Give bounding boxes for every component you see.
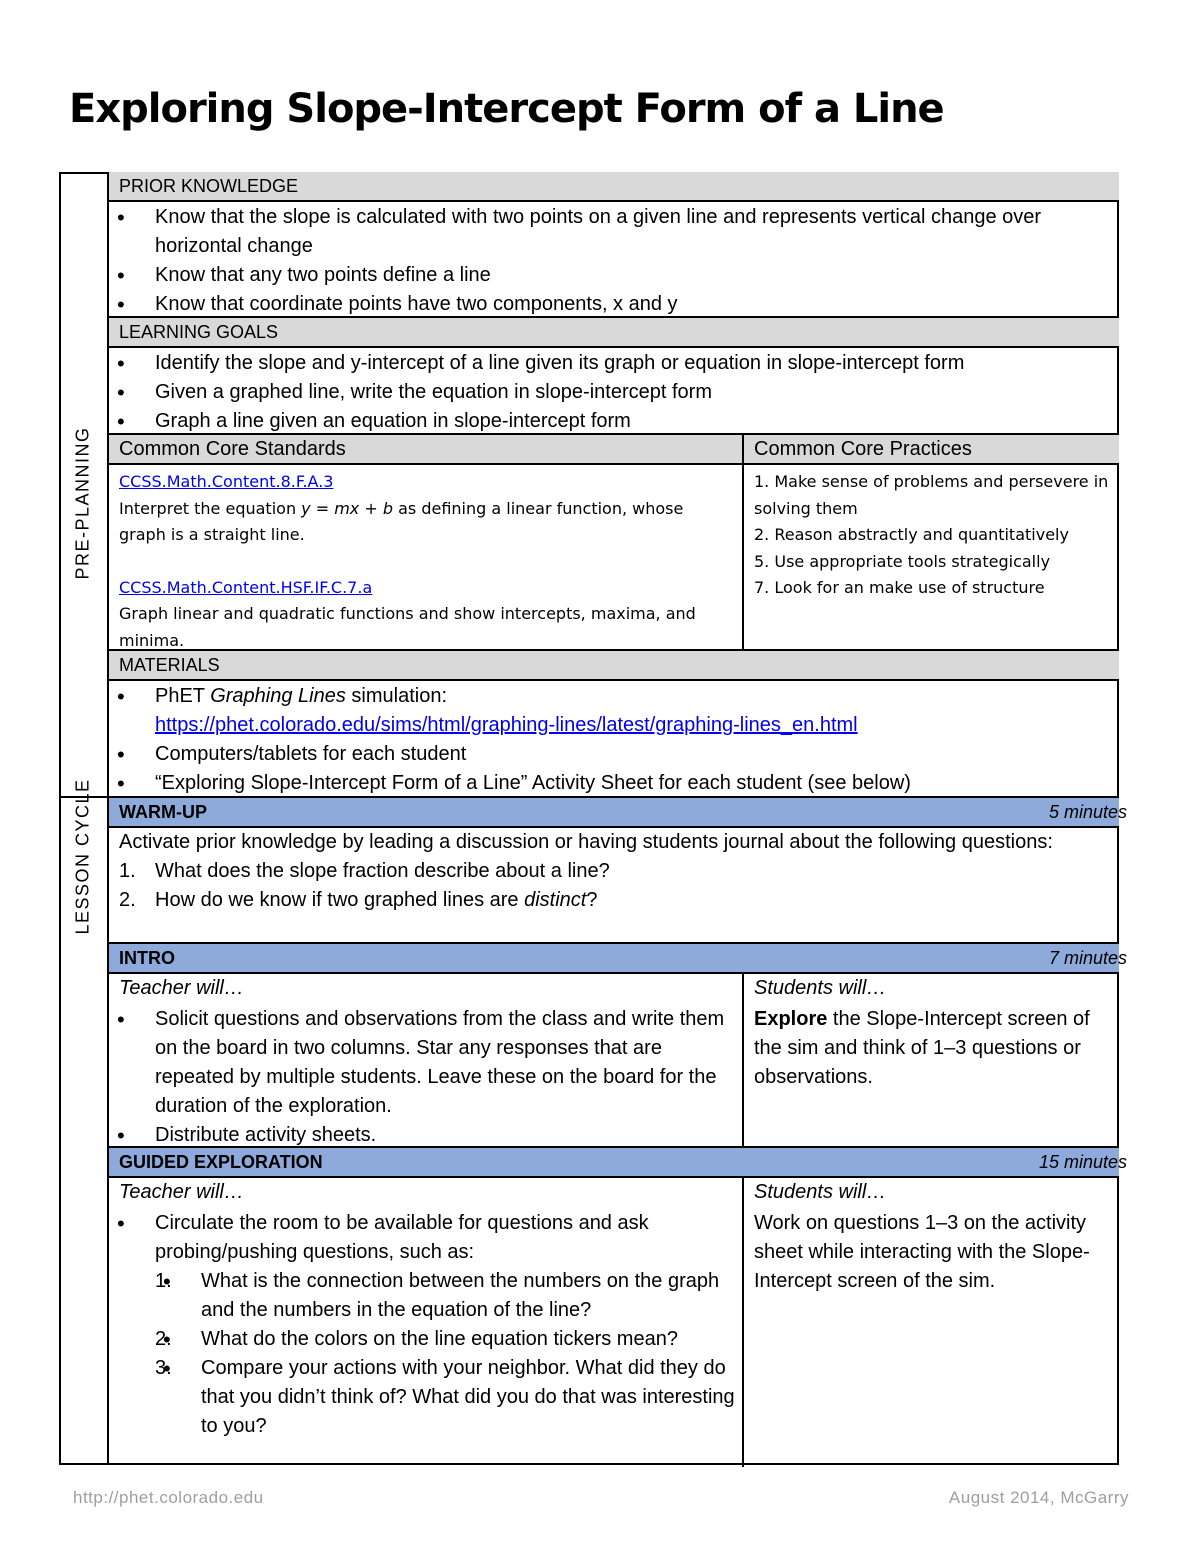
- standard-1-text-end: as defining a linear function, whose graph is a straight line.: [119, 498, 684, 544]
- practices-cell: [744, 435, 1119, 649]
- guided-title: GUIDED EXPLORATION: [119, 1152, 323, 1172]
- list-item: • Identify the slope and y-intercept of a line given its graph or equation in slope-intercept form: [109, 349, 1119, 378]
- intro-minutes: 7 minutes: [1048, 948, 1127, 968]
- guided-students-cell: [744, 1178, 1119, 1467]
- list-item: • “Exploring Slope-Intercept Form of a Line” Activity Sheet for each student (see below): [109, 769, 1119, 798]
- page-title: Exploring Slope-Intercept Form of a Line: [69, 86, 944, 132]
- probing-question-3: Compare your actions with your neighbor. What did they do that you didn’t think of? What did you do that was interesting to you?: [201, 1357, 735, 1437]
- students-will-label: Students will…: [754, 1181, 887, 1203]
- list-item: 2. How do we know if two graphed lines are distinct?: [119, 889, 598, 911]
- sim-prefix: PhET: [155, 685, 211, 707]
- warmup-minutes: 5 minutes: [1048, 802, 1127, 822]
- warmup-question-2-emphasis: distinct: [524, 889, 587, 911]
- footer-date-author: August 2014, McGarry: [948, 1488, 1129, 1507]
- list-item: 1. What does the slope fraction describe about a line?: [119, 860, 610, 882]
- warmup-body: [109, 828, 1119, 944]
- standard-1-text: Interpret the equation: [119, 498, 302, 518]
- guided-teacher-cell: [109, 1178, 744, 1467]
- list-item: • Graph a line given an equation in slope-intercept form: [109, 407, 1119, 436]
- warmup-question-1: What does the slope fraction describe about a line?: [155, 860, 610, 882]
- warmup-title: WARM-UP: [119, 802, 207, 822]
- list-item: • Computers/tablets for each student: [109, 740, 1119, 769]
- guided-body: [109, 1178, 1119, 1467]
- list-item: • 1. What is the connection between the numbers on the graph and the numbers in the equation of the line?: [155, 1267, 742, 1325]
- intro-header: [109, 944, 1127, 974]
- intro-teacher-cell: [109, 974, 744, 1146]
- standards-practices-row: [109, 435, 1119, 651]
- lesson-cycle-side-cell: [59, 778, 109, 1465]
- prior-knowledge-body: [109, 202, 1119, 318]
- practices-header: Common Core Practices: [744, 435, 1119, 465]
- sim-suffix: simulation:: [345, 685, 448, 707]
- practices-list: [744, 465, 1119, 606]
- explore-bold: Explore: [754, 1008, 828, 1030]
- learning-goals-body: [109, 348, 1119, 435]
- standards-header: Common Core Standards: [109, 435, 742, 465]
- footer-url[interactable]: http://phet.colorado.edu: [73, 1488, 264, 1507]
- intro-students-cell: [744, 974, 1119, 1146]
- list-item: 1. Make sense of problems and persevere in solving them: [754, 472, 1109, 518]
- guided-minutes: 15 minutes: [1038, 1152, 1127, 1172]
- list-item: 5. Use appropriate tools strategically: [754, 551, 1051, 571]
- list-item: [109, 682, 1119, 740]
- materials-header: MATERIALS: [109, 651, 1119, 681]
- probing-question-2: What do the colors on the line equation tickers mean?: [201, 1328, 678, 1350]
- list-item: • Know that the slope is calculated with two points on a given line and represents vertical change over horizontal change: [109, 203, 1119, 261]
- list-item: • Given a graphed line, write the equation in slope-intercept form: [109, 378, 1119, 407]
- pre-planning-side-cell: [59, 172, 109, 796]
- probing-question-1: What is the connection between the numbers on the graph and the numbers in the equation of the line?: [201, 1270, 720, 1321]
- standard-2-text: Graph linear and quadratic functions and show intercepts, maxima, and minima.: [119, 604, 696, 650]
- list-item: • 3. Compare your actions with your neighbor. What did they do that you didn’t think of? What did you do that was interesting to you?: [155, 1354, 742, 1441]
- standard-link-2[interactable]: CCSS.Math.Content.HSF.IF.C.7.a: [119, 577, 373, 597]
- list-item: • 2. What do the colors on the line equation tickers mean?: [155, 1325, 742, 1354]
- materials-body: [109, 681, 1119, 798]
- prior-knowledge-header: PRIOR KNOWLEDGE: [109, 172, 1119, 202]
- list-item: [109, 1209, 742, 1441]
- standards-text: [109, 465, 742, 658]
- guided-teacher-text: Circulate the room to be available for questions and ask probing/pushing questions, such as:: [155, 1212, 649, 1263]
- table-main-column: [109, 172, 1127, 1467]
- intro-students-text: [744, 1005, 1119, 1094]
- teacher-will-label: Teacher will…: [119, 977, 244, 999]
- students-will-label: Students will…: [754, 977, 887, 999]
- list-item: 2. Reason abstractly and quantitatively: [754, 525, 1069, 544]
- standard-1-equation: y = mx + b: [301, 498, 394, 518]
- warmup-header: [109, 798, 1127, 828]
- pre-planning-label: PRE-PLANNING: [72, 426, 93, 580]
- warmup-question-2: How do we know if two graphed lines are: [155, 889, 525, 911]
- sim-url-link[interactable]: https://phet.colorado.edu/sims/html/graphing-lines/latest/graphing-lines_en.html: [155, 714, 858, 736]
- list-item: • Know that any two points define a line: [109, 261, 1119, 290]
- list-item: • Distribute activity sheets.: [109, 1121, 742, 1150]
- intro-students-desc: the Slope-Intercept screen of the sim and think of 1–3 questions or observations.: [754, 1008, 1090, 1088]
- sim-name: Graphing Lines: [210, 685, 346, 707]
- learning-goals-header: LEARNING GOALS: [109, 318, 1119, 348]
- list-item: • Solicit questions and observations from the class and write them on the board in two columns. Star any responses that are repeated by multiple students. Leave these on the board for the duration of the exploration.: [109, 1005, 742, 1121]
- guided-students-text: Work on questions 1–3 on the activity sheet while interacting with the Slope-Intercept screen of the sim.: [754, 1212, 1090, 1292]
- warmup-intro: Activate prior knowledge by leading a discussion or having students journal about the following questions:: [119, 831, 1053, 853]
- teacher-will-label: Teacher will…: [119, 1181, 244, 1203]
- intro-title: INTRO: [119, 948, 175, 968]
- lesson-cycle-label: LESSON CYCLE: [72, 778, 93, 935]
- warmup-question-2-end: ?: [586, 889, 598, 911]
- list-item: • Know that coordinate points have two components, x and y: [109, 290, 1119, 319]
- intro-body: [109, 974, 1119, 1148]
- standard-link-1[interactable]: CCSS.Math.Content.8.F.A.3: [119, 472, 334, 491]
- guided-header: [109, 1148, 1127, 1178]
- standards-cell: [109, 435, 744, 649]
- list-item: 7. Look for an make use of structure: [754, 578, 1045, 597]
